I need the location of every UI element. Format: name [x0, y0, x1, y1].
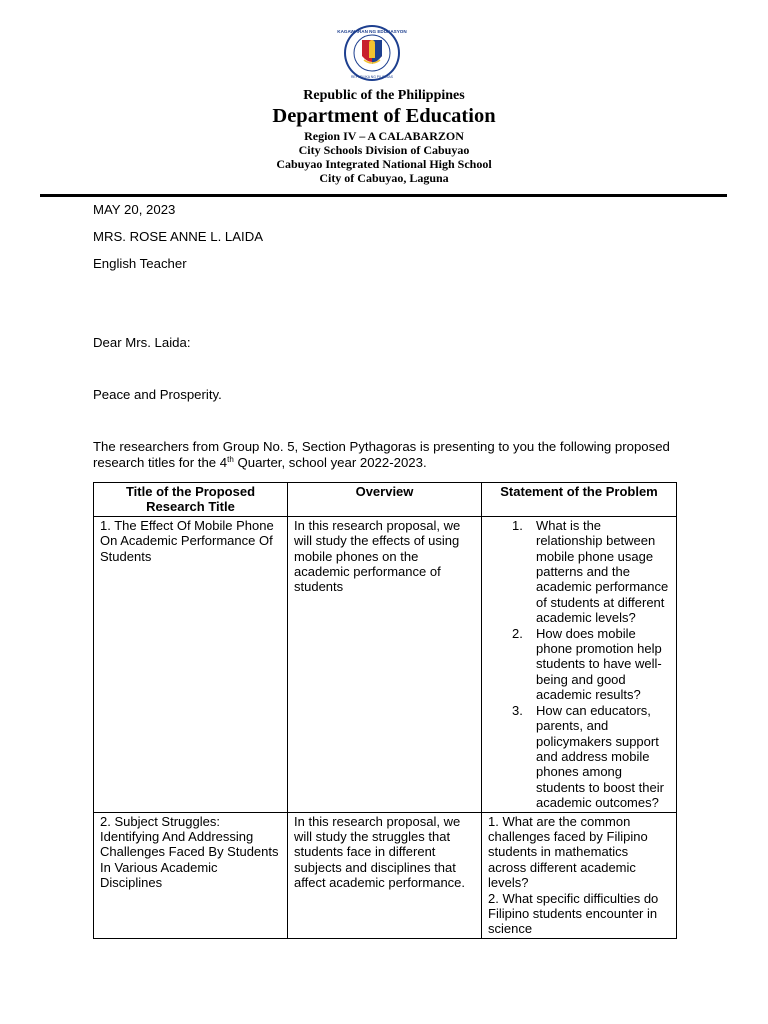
problem-text: How does mobile phone promotion help students to have well-being and good academic results?	[536, 625, 662, 703]
intro-text-a: The researchers from Group No. 5, Section Pythagoras is presenting to you the following proposed research titles for the 4	[93, 439, 670, 470]
overview-cell: In this research proposal, we will study the effects of using mobile phones on the academic performance of students	[288, 516, 482, 812]
problem-number: 2.	[512, 625, 523, 641]
table-row	[94, 812, 677, 938]
column-header-problem: Statement of the Problem	[482, 483, 677, 517]
column-header-overview: Overview	[288, 483, 482, 517]
recipient-role: English Teacher	[93, 256, 187, 271]
problem-item	[488, 703, 670, 811]
overview-cell: In this research proposal, we will study the struggles that students face in different subjects and disciplines that affect academic performance.	[288, 812, 482, 938]
letter-date: MAY 20, 2023	[93, 202, 176, 217]
intro-text-b: Quarter, school year 2022-2023.	[233, 454, 427, 470]
republic-line: Republic of the Philippines	[303, 88, 465, 103]
city-line: City of Cabuyao, Laguna	[319, 171, 449, 185]
table-header-row	[94, 483, 677, 517]
deped-seal-logo	[334, 24, 410, 84]
problem-text: What is the relationship between mobile phone usage patterns and the academic performance of students at different academic levels?	[536, 517, 669, 626]
problem-text: 1. What are the common challenges faced by Filipino students in mathematics across different academic levels?	[488, 813, 648, 891]
department-title: Department of Education	[272, 105, 496, 127]
intro-superscript: th	[227, 454, 234, 464]
svg-text:KAGAWARAN NG EDUKASYON: KAGAWARAN NG EDUKASYON	[337, 29, 407, 34]
recipient-name: MRS. ROSE ANNE L. LAIDA	[93, 229, 264, 244]
column-header-title: Title of the Proposed Research Title	[94, 483, 288, 517]
problem-text: 2. What specific difficulties do Filipino students encounter in science	[488, 890, 659, 937]
problem-cell	[482, 812, 677, 938]
region-line: Region IV – A CALABARZON	[304, 129, 464, 143]
division-line: City Schools Division of Cabuyao	[298, 143, 470, 157]
greeting: Peace and Prosperity.	[93, 387, 222, 402]
research-title-cell: 2. Subject Struggles: Identifying And Addressing Challenges Faced By Students In Various Academic Disciplines	[94, 812, 288, 938]
problem-cell	[482, 516, 677, 812]
svg-text:REPUBLIKA NG PILIPINAS: REPUBLIKA NG PILIPINAS	[350, 75, 394, 79]
problem-number: 3.	[512, 702, 523, 718]
school-line: Cabuyao Integrated National High School	[276, 157, 492, 171]
problem-item	[488, 518, 670, 626]
header-divider	[40, 194, 727, 197]
problem-number: 1.	[512, 517, 523, 533]
problem-item	[488, 626, 670, 703]
table-row	[94, 516, 677, 812]
salutation: Dear Mrs. Laida:	[93, 335, 191, 350]
problem-text: How can educators, parents, and policymakers support and address mobile phones among students to boost their academic outcomes?	[536, 702, 664, 811]
problem-list	[488, 518, 670, 811]
research-titles-table	[93, 482, 677, 939]
research-title-cell: 1. The Effect Of Mobile Phone On Academic Performance Of Students	[94, 516, 288, 812]
intro-paragraph	[93, 439, 693, 470]
